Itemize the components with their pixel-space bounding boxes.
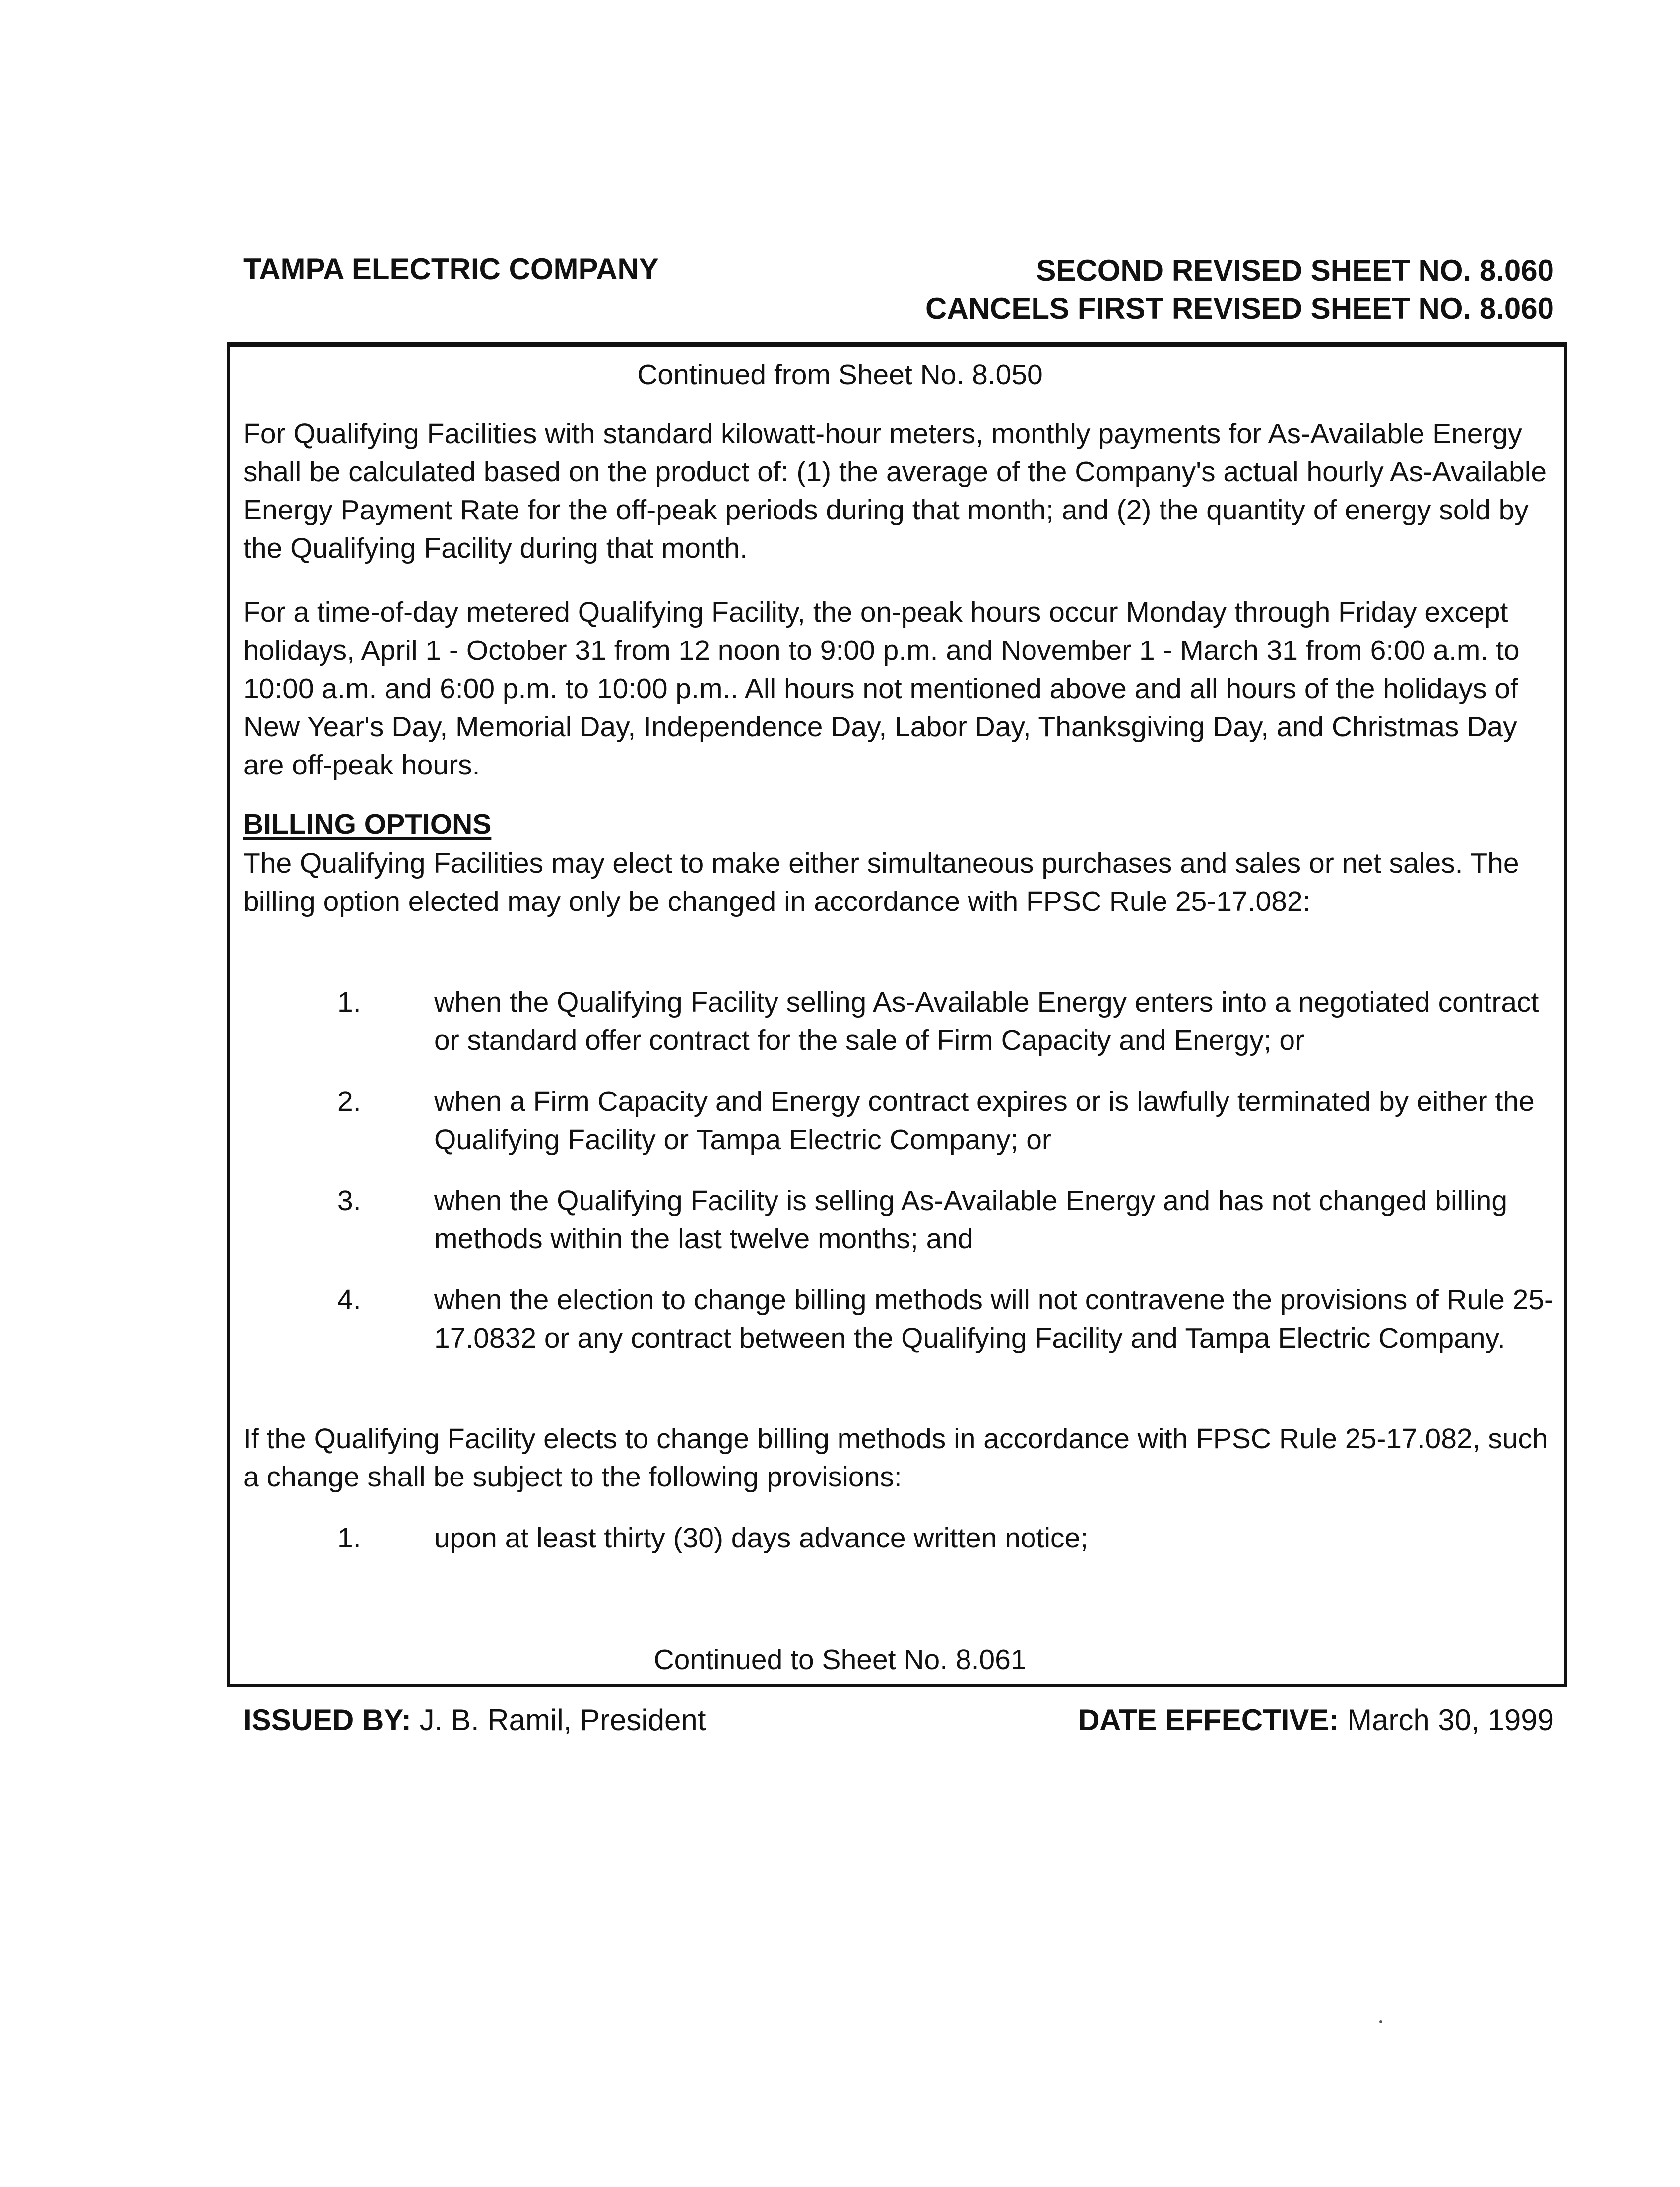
billing-item-number: 4.: [337, 1284, 361, 1316]
billing-item-number: 3.: [337, 1185, 361, 1217]
date-effective-label: DATE EFFECTIVE:: [1078, 1703, 1339, 1737]
billing-item-text: when a Firm Capacity and Energy contract expires or is lawfully terminated by either the Qualifying Facility or Tampa Electric Company; or: [434, 1086, 1535, 1156]
continued-to-note: Continued to Sheet No. 8.061: [653, 1644, 1027, 1675]
change-item-text: upon at least thirty (30) days advance written notice;: [434, 1522, 1089, 1554]
billing-item-text: when the Qualifying Facility is selling As-Available Energy and has not changed billing methods within the last twelve months; and: [434, 1185, 1508, 1255]
billing-item-text: when the Qualifying Facility selling As-Available Energy enters into a negotiated contract or standard offer contract for the sale of Firm Capacity and Energy; or: [434, 986, 1539, 1056]
billing-item-text: when the election to change billing methods will not contravene the provisions of Rule 25-17.0832 or any contract between the Qualifying Facility and Tampa Electric Company.: [434, 1284, 1554, 1354]
as-available-payment-paragraph: For Qualifying Facilities with standard kilowatt-hour meters, monthly payments for As-Available Energy shall be calculated based on the product of: (1) the average of the Company's actual hourly As-Available Energy Payment Rate for the off-peak periods during that month; and (2) the quantity of energy sold by the Qualifying Facility during that month.: [243, 418, 1547, 564]
date-effective-value: March 30, 1999: [1347, 1703, 1554, 1737]
issued-by-value: J. B. Ramil, President: [419, 1703, 706, 1737]
billing-item-number: 2.: [337, 1086, 361, 1117]
scan-speck: [1379, 2020, 1382, 2023]
billing-change-intro: If the Qualifying Facility elects to change billing methods in accordance with FPSC Rule 25-17.082, such a change shall be subject to the following provisions:: [243, 1423, 1548, 1493]
issued-by-label: ISSUED BY:: [243, 1703, 411, 1737]
on-peak-hours-paragraph: For a time-of-day metered Qualifying Facility, the on-peak hours occur Monday through Friday except holidays, April 1 - October 31 from 12 noon to 9:00 p.m. and November 1 - March 31 from 6:00 a.m. to 10:00 a.m. and 6:00 p.m. to 10:00 p.m.. All hours not mentioned above and all hours of the holidays of New Year's Day, Memorial Day, Independence Day, Labor Day, Thanksgiving Day, and Christmas Day are off-peak hours.: [243, 596, 1520, 781]
cancels-sheet-number: CANCELS FIRST REVISED SHEET NO. 8.060: [925, 292, 1554, 325]
issued-by: [243, 1703, 706, 1737]
sheet-number-block: [925, 252, 1554, 327]
date-effective: [1078, 1703, 1554, 1737]
sheet-number: SECOND REVISED SHEET NO. 8.060: [1036, 254, 1554, 287]
billing-options-heading: BILLING OPTIONS: [243, 808, 492, 840]
change-item-number: 1.: [337, 1522, 361, 1554]
billing-options-intro: The Qualifying Facilities may elect to make either simultaneous purchases and sales or net sales. The billing option elected may only be changed in accordance with FPSC Rule 25-17.082:: [243, 847, 1519, 917]
company-name: TAMPA ELECTRIC COMPANY: [243, 253, 659, 286]
billing-item-number: 1.: [337, 986, 361, 1018]
continued-from-note: Continued from Sheet No. 8.050: [637, 359, 1043, 390]
